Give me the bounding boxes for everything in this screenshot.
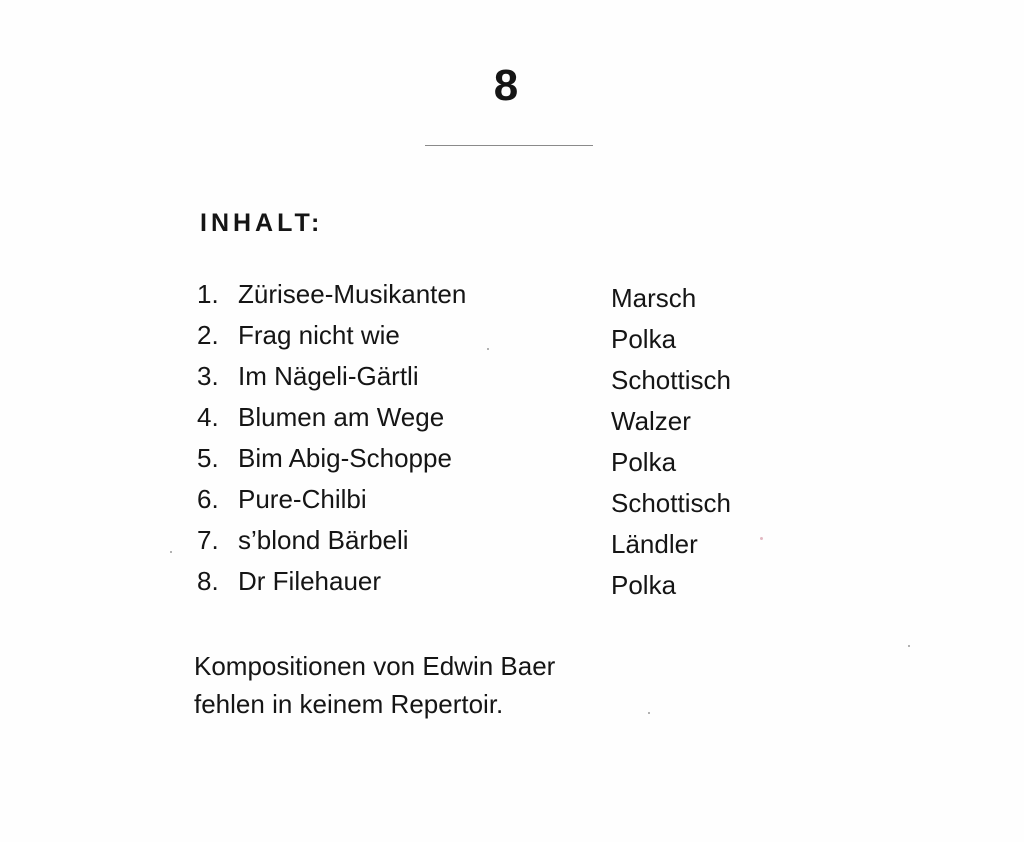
paper-speck	[487, 348, 489, 350]
item-number: 1.	[197, 279, 219, 309]
item-dance-type: Polka	[611, 324, 677, 354]
item-number: 4.	[197, 402, 219, 432]
list-item	[197, 276, 797, 317]
item-dance-type: Polka	[611, 447, 677, 477]
item-dance-type: Schottisch	[611, 488, 731, 518]
item-number: 3.	[197, 361, 219, 391]
note-line: fehlen in keinem Repertoir.	[194, 689, 504, 719]
item-title: Blumen am Wege	[238, 402, 445, 432]
contents-heading: INHALT:	[200, 209, 324, 237]
item-title: Im Nägeli-Gärtli	[238, 361, 419, 391]
list-item	[197, 317, 797, 358]
item-number: 2.	[197, 320, 219, 350]
list-item	[197, 563, 797, 604]
item-number: 8.	[197, 566, 219, 596]
contents-list	[197, 276, 797, 604]
item-title: Frag nicht wie	[238, 320, 400, 350]
item-number: 7.	[197, 525, 219, 555]
item-title: Dr Filehauer	[238, 566, 382, 596]
paper-speck	[760, 537, 763, 540]
list-item	[197, 399, 797, 440]
paper-speck	[908, 645, 910, 647]
item-title: s’blond Bärbeli	[238, 525, 409, 555]
paper-speck	[170, 551, 172, 553]
item-dance-type: Walzer	[611, 406, 691, 436]
page-number: 8	[493, 61, 519, 110]
list-item	[197, 522, 797, 563]
list-item	[197, 481, 797, 522]
list-item	[197, 358, 797, 399]
item-number: 6.	[197, 484, 219, 514]
item-dance-type: Schottisch	[611, 365, 731, 395]
item-number: 5.	[197, 443, 219, 473]
note-line: Kompositionen von Edwin Baer	[194, 651, 556, 681]
item-title: Bim Abig-Schoppe	[238, 443, 452, 473]
paper-speck	[648, 712, 650, 714]
list-item	[197, 440, 797, 481]
item-dance-type: Marsch	[611, 283, 697, 313]
item-dance-type: Polka	[611, 570, 677, 600]
divider-rule	[425, 145, 593, 146]
item-title: Pure-Chilbi	[238, 484, 367, 514]
item-dance-type: Ländler	[611, 529, 698, 559]
closing-note	[194, 647, 555, 723]
item-title: Zürisee-Musikanten	[238, 279, 467, 309]
